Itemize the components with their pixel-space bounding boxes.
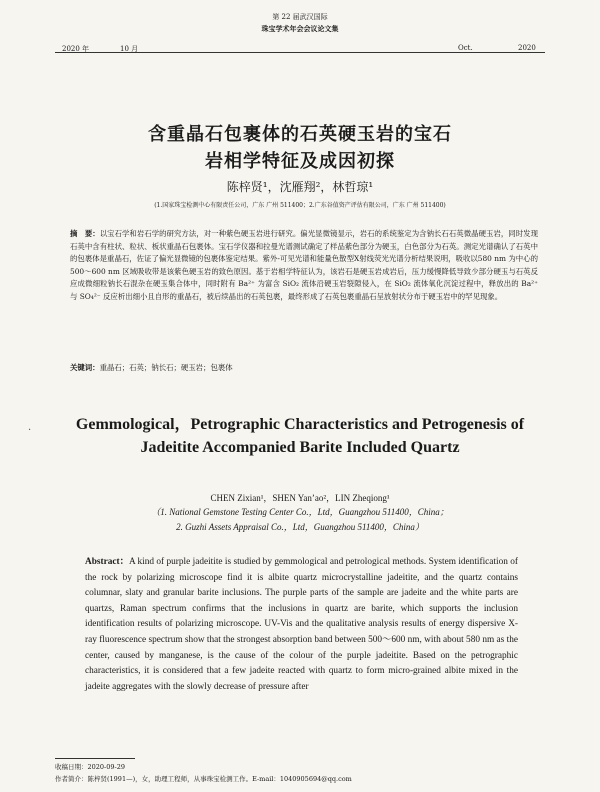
cn-keywords — [70, 362, 538, 375]
en-affiliation-line1: （1. National Gemstone Testing Center Co.，Ltd，Guangzhou 511400，China； — [151, 507, 449, 517]
header-right-year: 2020 — [518, 44, 536, 52]
header-center-line1: 第 22 届武汉国际 — [272, 13, 328, 21]
header-right-month: Oct. — [458, 44, 473, 52]
en-abstract — [85, 555, 518, 695]
cn-keywords-label: 关键词： — [70, 363, 100, 372]
en-abstract-text: A kind of purple jadeitite is studied by gemmological and petrological methods. System identification of the rock by polarizing microscope find it is albite quartz microcrystalline jadeitite, and the quartz contains columnar, slaty and granular barite inclusions. The purple parts of the sample are jadeite and the white parts are quartzs, Raman spectrum confirms that the inclusions in quartz are barite, which supports the inclusion identification results of polarizing microscope. UV-Vis and the qualitative analysis results of energy dispersive X-ray fluorescence spectrum show that the strongest absorption band between 500～600 nm, with about 580 nm as the center, caused by manganese, is the cause of the colour of the purple jadeitite. Based on the petrographic characteristics, it is considered that a few jadeite reacted with quartz to form micro-grained albite mixed in the jadeite aggregates with the slowly decrease of pressure after — [85, 557, 518, 692]
footnote-author-bio: 作者简介：陈梓贤(1991—)，女，助理工程师，从事珠宝检测工作。E-mail：1040905694@qq.com — [55, 775, 352, 783]
en-title-line2: Jadeitite Accompanied Barite Included Quartz — [140, 439, 460, 456]
en-affiliation-line2: 2. Guzhi Assets Appraisal Co.，Ltd，Guangzhou 511400，China） — [176, 522, 424, 532]
cn-abstract-text: 以宝石学和岩石学的研究方法，对一种紫色硬玉岩进行研究。偏光显微镜显示，岩石的系统鉴定为含钠长石石英微晶硬玉岩，同时发现石英中含有柱状、粒状、板状重晶石包裹体。宝石学仪器和拉曼光谱测试确定了样品紫色部分为硬玉，白色部分为石英。测定光谱确认了石英中的包裹体是重晶石，佐证了偏光显微镜的包裹体鉴定结果。紫外-可见光谱和能量色散型X射线荧光光谱分析结果说明，吸收以580 nm 为中心的 500～600 nm 区域吸收带是该紫色硬玉岩的致色原因。基于岩相学特征认为，该岩石是硬玉岩成岩后，压力缓慢降低导致少部分硬玉与石英反应成微细粒钠长石混杂在硬玉集合体中，同时附有 Ba²⁺ 为富含 SiO₂ 流体沿硬玉岩裂隙侵入，在 SiO₂ 流体氧化沉淀过程中，释放出的 Ba²⁺ 与 SO₄²⁻ 反应析出细小且自形的重晶石，被后续晶出的石英包裹，最终形成了石英包裹重晶石呈放射状分布于硬玉岩中的罕见现象。 — [70, 229, 538, 301]
cn-title-line1: 含重晶石包裹体的石英硬玉岩的宝石 — [148, 124, 452, 145]
cn-abstract-label: 摘 要： — [70, 229, 100, 238]
header-rule — [55, 52, 545, 53]
margin-mark: · — [28, 425, 32, 436]
footnote-received: 收稿日期：2020-09-29 — [55, 763, 125, 771]
cn-authors: 陈梓贤¹，沈雁翔²，林哲琼¹ — [226, 180, 374, 194]
en-abstract-label: Abstract： — [85, 557, 129, 567]
header-center-line2: 珠宝学术年会会议论文集 — [261, 24, 339, 33]
footnote-rule — [55, 758, 135, 759]
en-title-line1: Gemmological，Petrographic Characteristics and Petrogenesis of — [75, 416, 525, 433]
en-authors: CHEN Zixian¹，SHEN Yan’ao²，LIN Zheqiong¹ — [210, 493, 390, 503]
cn-abstract — [70, 228, 538, 303]
header-left-year: 2020 年 — [62, 45, 90, 53]
cn-affiliation: (1.国家珠宝检测中心有限责任公司，广东 广州 511400；2.广东谷值资产评估有限公司，广东 广州 511400) — [154, 202, 446, 209]
cn-keywords-text: 重晶石；石英；钠长石；硬玉岩；包裹体 — [99, 363, 233, 372]
header-left-month: 10 月 — [120, 45, 139, 53]
cn-title-line2: 岩相学特征及成因初探 — [205, 151, 395, 172]
